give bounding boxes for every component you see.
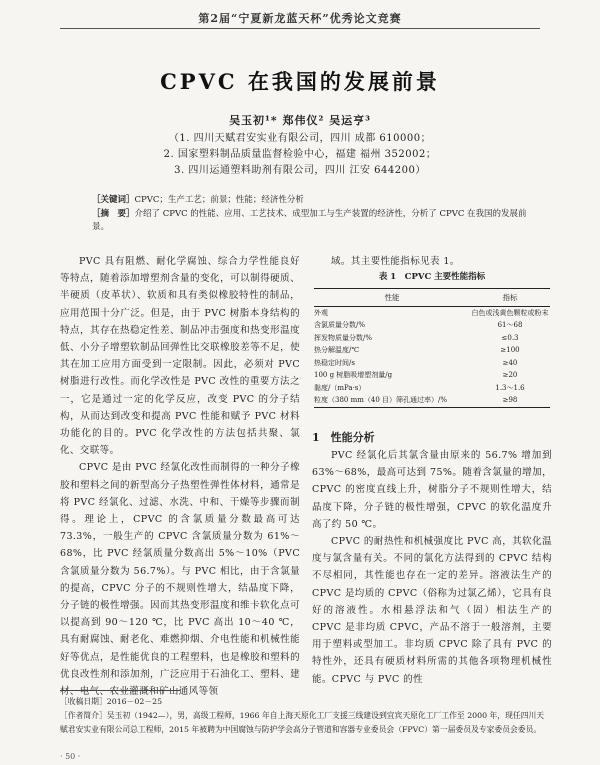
table-row <box>314 395 550 408</box>
spec-table <box>314 288 550 408</box>
page-number: · 50 · <box>60 752 81 761</box>
right-column <box>312 447 552 688</box>
abstract <box>92 208 532 234</box>
table-row <box>314 357 550 370</box>
keywords-text: CPVC；生产工艺；前景；性能；经济性分析 <box>134 195 304 205</box>
table-cell-property: 热稳定时间/s <box>314 358 355 367</box>
table-cell-value: 61～68 <box>497 321 523 329</box>
keywords-label: ［关键词］ <box>92 195 135 205</box>
table-cell-value: ≥98 <box>470 395 550 408</box>
table-row <box>314 370 550 383</box>
table-cell-property: 100 g 树脂吸增塑剂量/g <box>314 371 393 379</box>
table-cell-property: 挥发物质量分数/% <box>314 333 373 342</box>
table-header-value: 指标 <box>470 289 550 307</box>
table-reference: 域。其主要性能指标见表 1。 <box>331 256 460 267</box>
affiliation-3: 3. 四川运通塑料助剂有限公司，四川 江安 644200） <box>174 165 426 176</box>
table-row <box>314 345 550 358</box>
table-cell-value: 1.3～1.6 <box>495 383 525 392</box>
table-cell-value: 白色或浅黄色颗粒或粉末 <box>471 308 549 317</box>
table-cell-value: ≥20 <box>502 371 518 379</box>
footnote-bio: ［作者简介］吴玉初（1942—），男，高级工程师，1966 年自上海天原化工厂支援三线建设到宜宾天原化工厂工作至 2000 年，现任四川天赋君安实业有限公司总工程师，2015 年被聘为中国腐蚀与防护学会高分子管道和容器专业委员会（FPVC）第一届委员及专家委员会委员。 <box>60 711 545 734</box>
affiliation-2: 2. 国家塑料制品质量监督检验中心，福建 福州 352002； <box>163 149 437 160</box>
table-cell-value: ≥40 <box>502 358 518 367</box>
section-heading: 1 性能分析 <box>312 431 375 444</box>
header-rule <box>60 28 540 29</box>
table-cell-property: 热分解温度/℃ <box>314 346 360 354</box>
table-row <box>314 307 550 320</box>
right-intro <box>312 253 552 270</box>
paper-title: CPVC 在我国的发展前景 <box>160 69 440 94</box>
table-cell-property: 含氯质量分数/% <box>314 321 366 329</box>
table-cell-property: 外观 <box>314 308 328 317</box>
table-header-property: 性能 <box>314 289 470 307</box>
affiliation-1: （1. 四川天赋君安实业有限公司，四川 成都 610000； <box>168 133 432 144</box>
authors: 吴玉初¹* 郑伟仪² 吴运亨³ <box>229 114 371 127</box>
body-paragraph: PVC 具有阻燃、耐化学腐蚀、综合力学性能良好等特点，随着添加增塑剂含量的变化，可以制得硬质、半硬质（皮革状）、软质和具有类似橡胶特性的制品，应用范围十分广泛。但是，由于 PVC 树脂本身结构的特点，其存在热稳定性差、制品冲击强度和热变形温度低、小分子增塑软制品回弹性比交联橡胶差等不足，使其在加工应用方面受到一定限制。因此，必须对 PVC 树脂进行改性。而化学改性是 PVC 改性的重要方法之一，它是通过一定的化学反应，改变 PVC 的分子结构，从而达到改变和提高 PVC 性能和赋予 PVC 材料功能化的目的。PVC 化学改性的方法包括共聚、氯化、交联等。 <box>60 256 300 457</box>
footnote-received: ［收稿日期］2016－02－25 <box>60 697 163 706</box>
table-caption: 表 1 CPVC 主要性能指标 <box>378 272 486 282</box>
body-paragraph: CPVC 是由 PVC 经氯化改性而制得的一种分子橡胶和塑料之间的新型高分子热塑性弹性体材料，通常是将 PVC 经氯化、过滤、水洗、中和、干燥等步骤而制得。理论上，CPVC 的含氯质量分数最高可达 73.3%，一般生产的 CPVC 含氯质量分数为 61%～68%，比 PVC 经氯质量分数高出 5%～10%（PVC 含氯质量分数为 56.7%）。与 PVC 相比，由于含氯量的提高，CPVC 分子的不规则性增大，结晶度下降，分子链的极性增强。因而其热变形温度和维卡软化点可以提高到 90～120 ℃，比 PVC 高出 10～40 ℃，具有耐腐蚀、耐老化、难燃抑烟、介电性能和机械性能好等优点，是性能优良的工程塑料，也是橡胶和塑料的优良改性剂和添加剂，广泛应用于石油化工、塑料、建材、电气、农业灌溉和矿山通风等领 <box>60 462 300 698</box>
table-cell-value: ≤0.3 <box>501 333 519 342</box>
keywords <box>92 194 532 207</box>
table-cell-value: ≥100 <box>500 346 520 354</box>
table-cell-property: 黏度/（mPa·s） <box>314 383 366 392</box>
body-paragraph: PVC 经氯化后其氯含量由原来的 56.7% 增加到 63%～68%，最高可达到 75%。随着含氯量的增加，CPVC 的密度直线上升，树脂分子不规则性增大，结晶度下降，分子链的极性增强，CPVC 的软化温度升高了约 50 ℃。 <box>312 450 552 530</box>
abstract-text: 介绍了 CPVC 的性能、应用、工艺技术、成型加工与生产装置的经济性，分析了 CPVC 在我国的发展前景。 <box>92 209 527 232</box>
table-row <box>314 320 550 333</box>
table-row <box>314 332 550 345</box>
body-paragraph: CPVC 的耐热性和机械强度比 PVC 高，其软化温度与氯含量有关。不同的氯化方法得到的 CPVC 结构不尽相同，其性能也存在一定的差异。溶液法生产的 CPVC 是均质的 CPVC（俗称为过氯乙烯），它具有良好的溶液性。水相悬浮法和气（固）相法生产的 CPVC 是非均质 CPVC，产品不溶于一般溶剂，主要用于塑料或型加工。非均质 CPVC 除了具有 PVC 的特性外，还具有硬质材料所需的其他各项物理机械性能。CPVC 与 PVC 的性 <box>312 536 552 685</box>
table-cell-property: 粒度（380 mm（40 目）筛孔通过率）/% <box>314 395 470 408</box>
left-column <box>60 253 300 700</box>
running-head: 第2届“宁夏新龙蓝天杯”优秀论文竞赛 <box>198 12 402 25</box>
footnote-rule <box>60 690 180 691</box>
table-row <box>314 382 550 395</box>
abstract-label: ［摘 要］ <box>92 209 135 219</box>
